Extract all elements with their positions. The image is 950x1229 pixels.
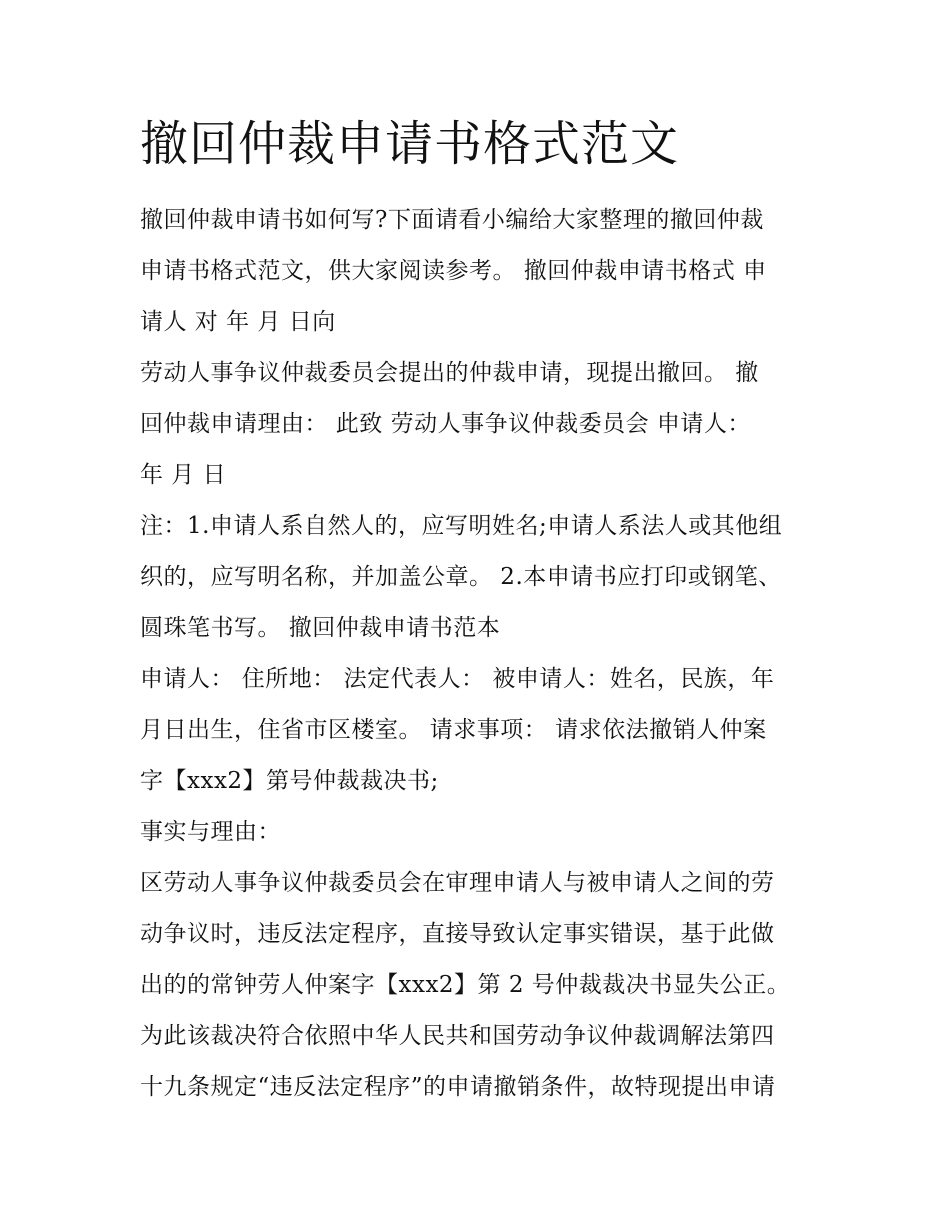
body-line: 撤回仲裁申请书如何写?下面请看小编给大家整理的撤回仲裁 xyxy=(140,207,764,233)
body-line: 圆珠笔书写。 撤回仲裁申请书范本 xyxy=(140,615,501,641)
body-line: 为此该裁决符合依照中华人民共和国劳动争议仲裁调解法第四 xyxy=(140,1023,775,1049)
body-line: 请人 对 年 月 日向 xyxy=(140,309,336,335)
body-line: 申请书格式范文，供大家阅读参考。 撤回仲裁申请书格式 申 xyxy=(140,258,767,284)
body-line: 回仲裁申请理由： 此致 劳动人事争议仲裁委员会 申请人： xyxy=(140,411,751,437)
body-line: 出的的常钟劳人仲案字【xxx2】第 2 号仲裁裁决书显失公正。 xyxy=(140,972,791,998)
body-line: 十九条规定“违反法定程序”的申请撤销条件，故特现提出申请 xyxy=(140,1074,776,1100)
body-line: 申请人： 住所地： 法定代表人： 被申请人：姓名，民族，年 xyxy=(140,666,775,692)
body-line: 区劳动人事争议仲裁委员会在审理申请人与被申请人之间的劳 xyxy=(140,870,775,896)
body-line: 注：1.申请人系自然人的，应写明姓名;申请人系法人或其他组 xyxy=(140,513,783,539)
body-line: 年 月 日 xyxy=(140,462,227,488)
document-title: 撤回仲裁申请书格式范文 xyxy=(140,116,680,172)
body-line: 字【xxx2】第号仲裁裁决书; xyxy=(140,768,439,794)
body-line: 事实与理由： xyxy=(140,819,281,845)
body-line: 动争议时，违反法定程序，直接导致认定事实错误，基于此做 xyxy=(140,921,775,947)
body-line: 月日出生，住省市区楼室。 请求事项： 请求依法撤销人仲案 xyxy=(140,717,767,743)
body-line: 织的，应写明名称，并加盖公章。 2.本申请书应打印或钢笔、 xyxy=(140,564,782,590)
body-line: 劳动人事争议仲裁委员会提出的仲裁申请，现提出撤回。 撤 xyxy=(140,360,759,386)
